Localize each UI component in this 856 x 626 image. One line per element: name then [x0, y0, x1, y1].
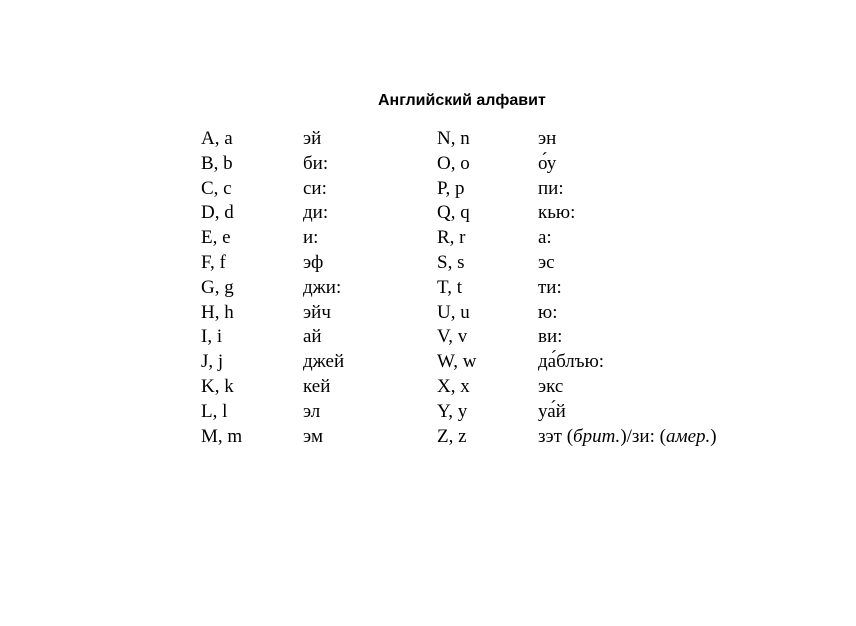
pron-l: эл — [303, 400, 321, 422]
right-letters-column — [437, 127, 476, 449]
pron-e: и: — [303, 227, 319, 249]
pron-b: би: — [303, 152, 329, 174]
pron-k: кей — [303, 375, 331, 397]
letter-q: Q, q — [437, 202, 470, 224]
letter-h: H, h — [201, 301, 234, 323]
letter-k: K, k — [201, 375, 234, 397]
pron-x: экс — [538, 375, 564, 397]
pron-n: эн — [538, 128, 557, 149]
pron-y: уа́й — [538, 400, 566, 422]
letter-s: S, s — [437, 251, 465, 273]
letter-r: R, r — [437, 227, 466, 249]
letter-z: Z, z — [437, 425, 467, 447]
letter-w: W, w — [437, 351, 477, 373]
pron-z-part2: )/зи: ( — [620, 425, 666, 447]
pron-s: эс — [538, 251, 555, 273]
pron-j: джей — [303, 351, 345, 373]
pron-c: си: — [303, 177, 327, 199]
right-pronunciation-column — [538, 127, 717, 449]
pron-q: кью: — [538, 202, 576, 224]
letter-l: L, l — [201, 400, 228, 422]
pron-g: джи: — [303, 276, 342, 298]
pron-z-part3: ) — [710, 425, 717, 447]
letter-x: X, x — [437, 375, 470, 397]
pron-z-part1: зэт ( — [538, 425, 574, 447]
letter-e: E, e — [201, 227, 231, 249]
letter-d: D, d — [201, 202, 234, 224]
pron-z-brit: брит. — [573, 425, 621, 447]
letter-a: A, a — [201, 128, 233, 149]
pron-p: пи: — [538, 177, 564, 199]
pron-o: о́у — [538, 152, 557, 174]
letter-p: P, p — [437, 177, 465, 199]
pron-i: ай — [303, 326, 322, 348]
letter-g: G, g — [201, 276, 234, 298]
letter-v: V, v — [437, 326, 468, 348]
letter-o: O, o — [437, 152, 470, 174]
page-title: Английский алфавит — [378, 92, 546, 109]
pron-u: ю: — [538, 301, 558, 323]
letter-t: T, t — [437, 276, 462, 298]
left-pronunciation-column — [303, 127, 344, 449]
pron-a: эй — [303, 128, 322, 149]
letter-j: J, j — [201, 351, 224, 373]
pron-z — [538, 425, 717, 450]
letter-m: M, m — [201, 425, 243, 447]
pron-m: эм — [303, 425, 324, 447]
letter-y: Y, y — [437, 400, 468, 422]
pron-f: эф — [303, 251, 324, 273]
pron-h: эйч — [303, 301, 331, 323]
left-letters-column — [201, 127, 242, 449]
pron-r: а: — [538, 227, 552, 249]
letter-c: C, c — [201, 177, 232, 199]
pron-d: ди: — [303, 202, 329, 224]
letter-i: I, i — [201, 326, 223, 348]
pron-z-amer: амер. — [665, 425, 711, 447]
letter-u: U, u — [437, 301, 470, 323]
letter-f: F, f — [201, 251, 226, 273]
letter-b: B, b — [201, 152, 233, 174]
letter-n: N, n — [437, 128, 470, 149]
pron-t: ти: — [538, 276, 562, 298]
pron-v: ви: — [538, 326, 563, 348]
pron-w: да́блъю: — [538, 351, 605, 373]
